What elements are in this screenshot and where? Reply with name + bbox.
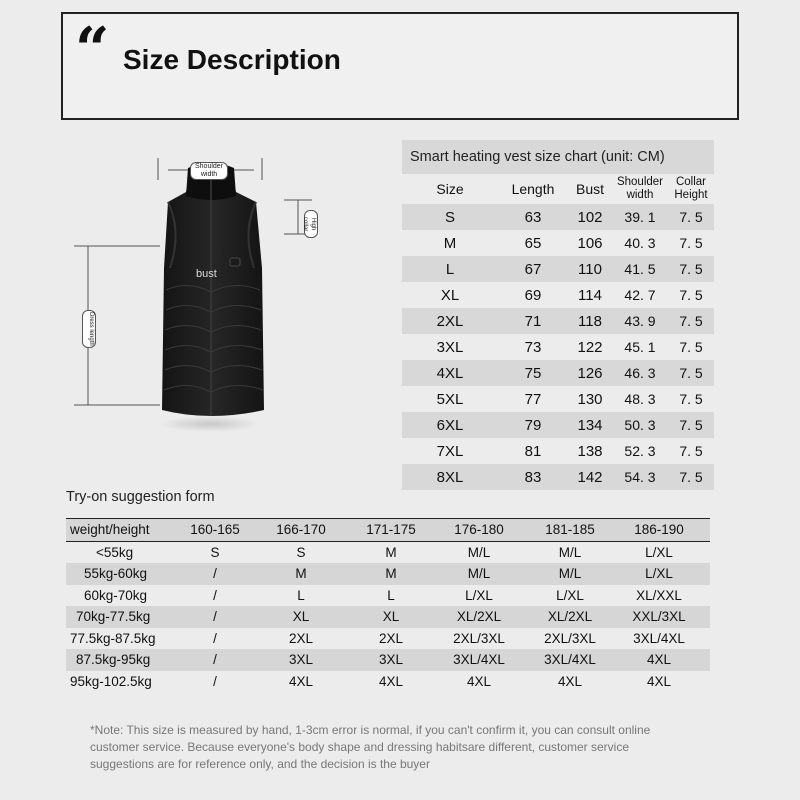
tryon-cell: L/XL	[608, 563, 710, 585]
tryon-cell: /	[184, 628, 246, 650]
cell-bust: 126	[577, 364, 603, 382]
cell-shoulder: 42. 7	[624, 287, 656, 303]
cell-collar: 7. 5	[679, 339, 703, 355]
tryon-cell: M	[356, 541, 426, 563]
size-chart	[402, 140, 714, 490]
tryon-cell: L	[246, 585, 356, 607]
cell-collar: 7. 5	[679, 417, 703, 433]
cell-length: 79	[524, 416, 542, 434]
cell-bust: 134	[577, 416, 603, 434]
note-line: suggestions are for reference only, and the decision is the buyer	[90, 757, 430, 771]
tryon-cell: XL/XXL	[608, 585, 710, 607]
tryon-cell: 95kg-102.5kg	[66, 671, 184, 693]
header-collar: Collar Height	[674, 176, 708, 201]
table-row	[402, 256, 714, 282]
tryon-cell: 3XL	[246, 649, 356, 671]
shoulder-width-label: Shoulder width	[190, 162, 228, 180]
cell-shoulder: 39. 1	[624, 209, 656, 225]
tryon-cell: 60kg-70kg	[66, 585, 184, 607]
size-chart-body	[402, 204, 714, 490]
table-row	[402, 386, 714, 412]
cell-collar: 7. 5	[679, 287, 703, 303]
cell-length: 75	[524, 364, 542, 382]
note-line: customer service. Because everyone's body shape and dressing habitsare different, customer service	[90, 740, 630, 754]
cell-length: 69	[524, 286, 542, 304]
table-row	[66, 585, 710, 607]
table-row	[66, 606, 710, 628]
tryon-cell: XL/2XL	[532, 606, 608, 628]
cell-collar: 7. 5	[679, 261, 703, 277]
cell-size: 2XL	[436, 312, 464, 330]
cell-shoulder: 50. 3	[624, 417, 656, 433]
tryon-cell: 3XL/4XL	[608, 628, 710, 650]
cell-bust: 110	[578, 260, 602, 278]
tryon-cell: 3XL/4XL	[532, 649, 608, 671]
tryon-header-cell: 181-185	[532, 519, 608, 542]
tryon-cell: 2XL	[246, 628, 356, 650]
tryon-cell: /	[184, 671, 246, 693]
tryon-cell: S	[246, 541, 356, 563]
header-length: Length	[511, 181, 555, 197]
table-row	[66, 671, 710, 693]
tryon-cell: 4XL	[356, 671, 426, 693]
table-row	[66, 628, 710, 650]
tryon-cell: 55kg-60kg	[66, 563, 184, 585]
cell-size: S	[444, 208, 455, 226]
tryon-cell: /	[184, 563, 246, 585]
tryon-header-cell: 166-170	[246, 519, 356, 542]
table-row	[402, 308, 714, 334]
tryon-cell: M/L	[426, 541, 532, 563]
cell-bust: 130	[577, 390, 603, 408]
table-row	[402, 282, 714, 308]
cell-shoulder: 48. 3	[624, 391, 656, 407]
tryon-header-row	[66, 519, 710, 542]
cell-collar: 7. 5	[679, 391, 703, 407]
tryon-cell: <55kg	[66, 541, 184, 563]
cell-length: 77	[524, 390, 542, 408]
cell-bust: 142	[577, 468, 603, 486]
tryon-cell: 4XL	[426, 671, 532, 693]
cell-length: 67	[524, 260, 542, 278]
tryon-cell: 2XL/3XL	[426, 628, 532, 650]
cell-size: 6XL	[436, 416, 464, 434]
tryon-cell: M	[356, 563, 426, 585]
tryon-cell: 2XL/3XL	[532, 628, 608, 650]
cell-shoulder: 45. 1	[624, 339, 656, 355]
cell-shoulder: 46. 3	[624, 365, 656, 381]
cell-collar: 7. 5	[679, 443, 703, 459]
tryon-cell: 77.5kg-87.5kg	[66, 628, 184, 650]
cell-collar: 7. 5	[679, 365, 703, 381]
cell-bust: 106	[577, 234, 603, 252]
cell-length: 73	[524, 338, 542, 356]
tryon-cell: 4XL	[608, 649, 710, 671]
size-chart-title: Smart heating vest size chart (unit: CM)	[402, 140, 714, 174]
tryon-header-cell: weight/height	[66, 519, 184, 542]
tryon-cell: M/L	[426, 563, 532, 585]
tryon-cell: L/XL	[532, 585, 608, 607]
tryon-cell: 70kg-77.5kg	[66, 606, 184, 628]
cell-length: 65	[524, 234, 542, 252]
cell-length: 63	[524, 208, 542, 226]
vest-image	[70, 140, 390, 470]
tryon-title: Try-on suggestion form	[66, 489, 215, 505]
cell-size: 8XL	[436, 468, 464, 486]
tryon-cell: /	[184, 585, 246, 607]
cell-collar: 7. 5	[679, 469, 703, 485]
table-row	[402, 360, 714, 386]
tryon-cell: L/XL	[608, 541, 710, 563]
cell-bust: 118	[578, 312, 602, 330]
cell-size: L	[445, 260, 455, 278]
cell-size: 3XL	[436, 338, 464, 356]
tryon-table	[66, 518, 710, 692]
header-bust: Bust	[575, 181, 604, 197]
tryon-cell: S	[184, 541, 246, 563]
dress-length-label: Dress length	[82, 310, 96, 348]
tryon-cell: L	[356, 585, 426, 607]
tryon-cell: /	[184, 649, 246, 671]
tryon-cell: M/L	[532, 563, 608, 585]
tryon-header-cell: 171-175	[356, 519, 426, 542]
cell-length: 71	[524, 312, 542, 330]
cell-bust: 102	[577, 208, 603, 226]
tryon-cell: 3XL/4XL	[426, 649, 532, 671]
tryon-cell: 87.5kg-95kg	[66, 649, 184, 671]
cell-shoulder: 41. 5	[624, 261, 656, 277]
tryon-cell: /	[184, 606, 246, 628]
tryon-cell: M	[246, 563, 356, 585]
cell-size: XL	[440, 286, 460, 304]
table-row	[402, 230, 714, 256]
cell-shoulder: 54. 3	[624, 469, 656, 485]
table-row	[402, 334, 714, 360]
table-row	[402, 438, 714, 464]
tryon-cell: XL	[246, 606, 356, 628]
vest-illustration	[70, 140, 390, 470]
page-title: Size Description	[123, 44, 341, 75]
tryon-cell: 4XL	[532, 671, 608, 693]
cell-shoulder: 52. 3	[624, 443, 656, 459]
cell-bust: 138	[577, 442, 603, 460]
cell-size: 7XL	[436, 442, 464, 460]
table-row	[402, 412, 714, 438]
cell-size: 5XL	[436, 390, 464, 408]
quote-icon: “	[75, 15, 110, 85]
tryon-cell: 4XL	[608, 671, 710, 693]
cell-size: M	[443, 234, 457, 252]
tryon-cell: XXL/3XL	[608, 606, 710, 628]
tryon-cell: 2XL	[356, 628, 426, 650]
cell-collar: 7. 5	[679, 209, 703, 225]
tryon-cell: M/L	[532, 541, 608, 563]
table-row	[402, 204, 714, 230]
tryon-header-cell: 160-165	[184, 519, 246, 542]
cell-size: 4XL	[436, 364, 464, 382]
cell-shoulder: 40. 3	[624, 235, 656, 251]
table-row	[402, 464, 714, 490]
tryon-cell: L/XL	[426, 585, 532, 607]
note-line: *Note: This size is measured by hand, 1-3cm error is normal, if you can't confirm it, you can consult online	[90, 723, 651, 737]
header-box	[61, 12, 739, 120]
header-size: Size	[436, 181, 464, 197]
note-text	[90, 722, 730, 773]
table-row	[66, 649, 710, 671]
table-row	[66, 563, 710, 585]
tryon-cell: XL	[356, 606, 426, 628]
tryon-header-cell: 176-180	[426, 519, 532, 542]
cell-collar: 7. 5	[679, 313, 703, 329]
tryon-header-cell: 186-190	[608, 519, 710, 542]
cell-length: 83	[524, 468, 542, 486]
cell-bust: 122	[577, 338, 603, 356]
cell-collar: 7. 5	[679, 235, 703, 251]
tryon-cell: XL/2XL	[426, 606, 532, 628]
tryon-cell: 4XL	[246, 671, 356, 693]
table-row	[66, 541, 710, 563]
cell-bust: 114	[578, 286, 602, 304]
size-chart-header	[402, 174, 714, 204]
bust-label: bust	[196, 268, 217, 280]
collar-height-label: High collar	[304, 210, 318, 238]
cell-shoulder: 43. 9	[624, 313, 656, 329]
tryon-cell: 3XL	[356, 649, 426, 671]
header-shoulder: Shoulder width	[616, 176, 664, 201]
cell-length: 81	[524, 442, 542, 460]
